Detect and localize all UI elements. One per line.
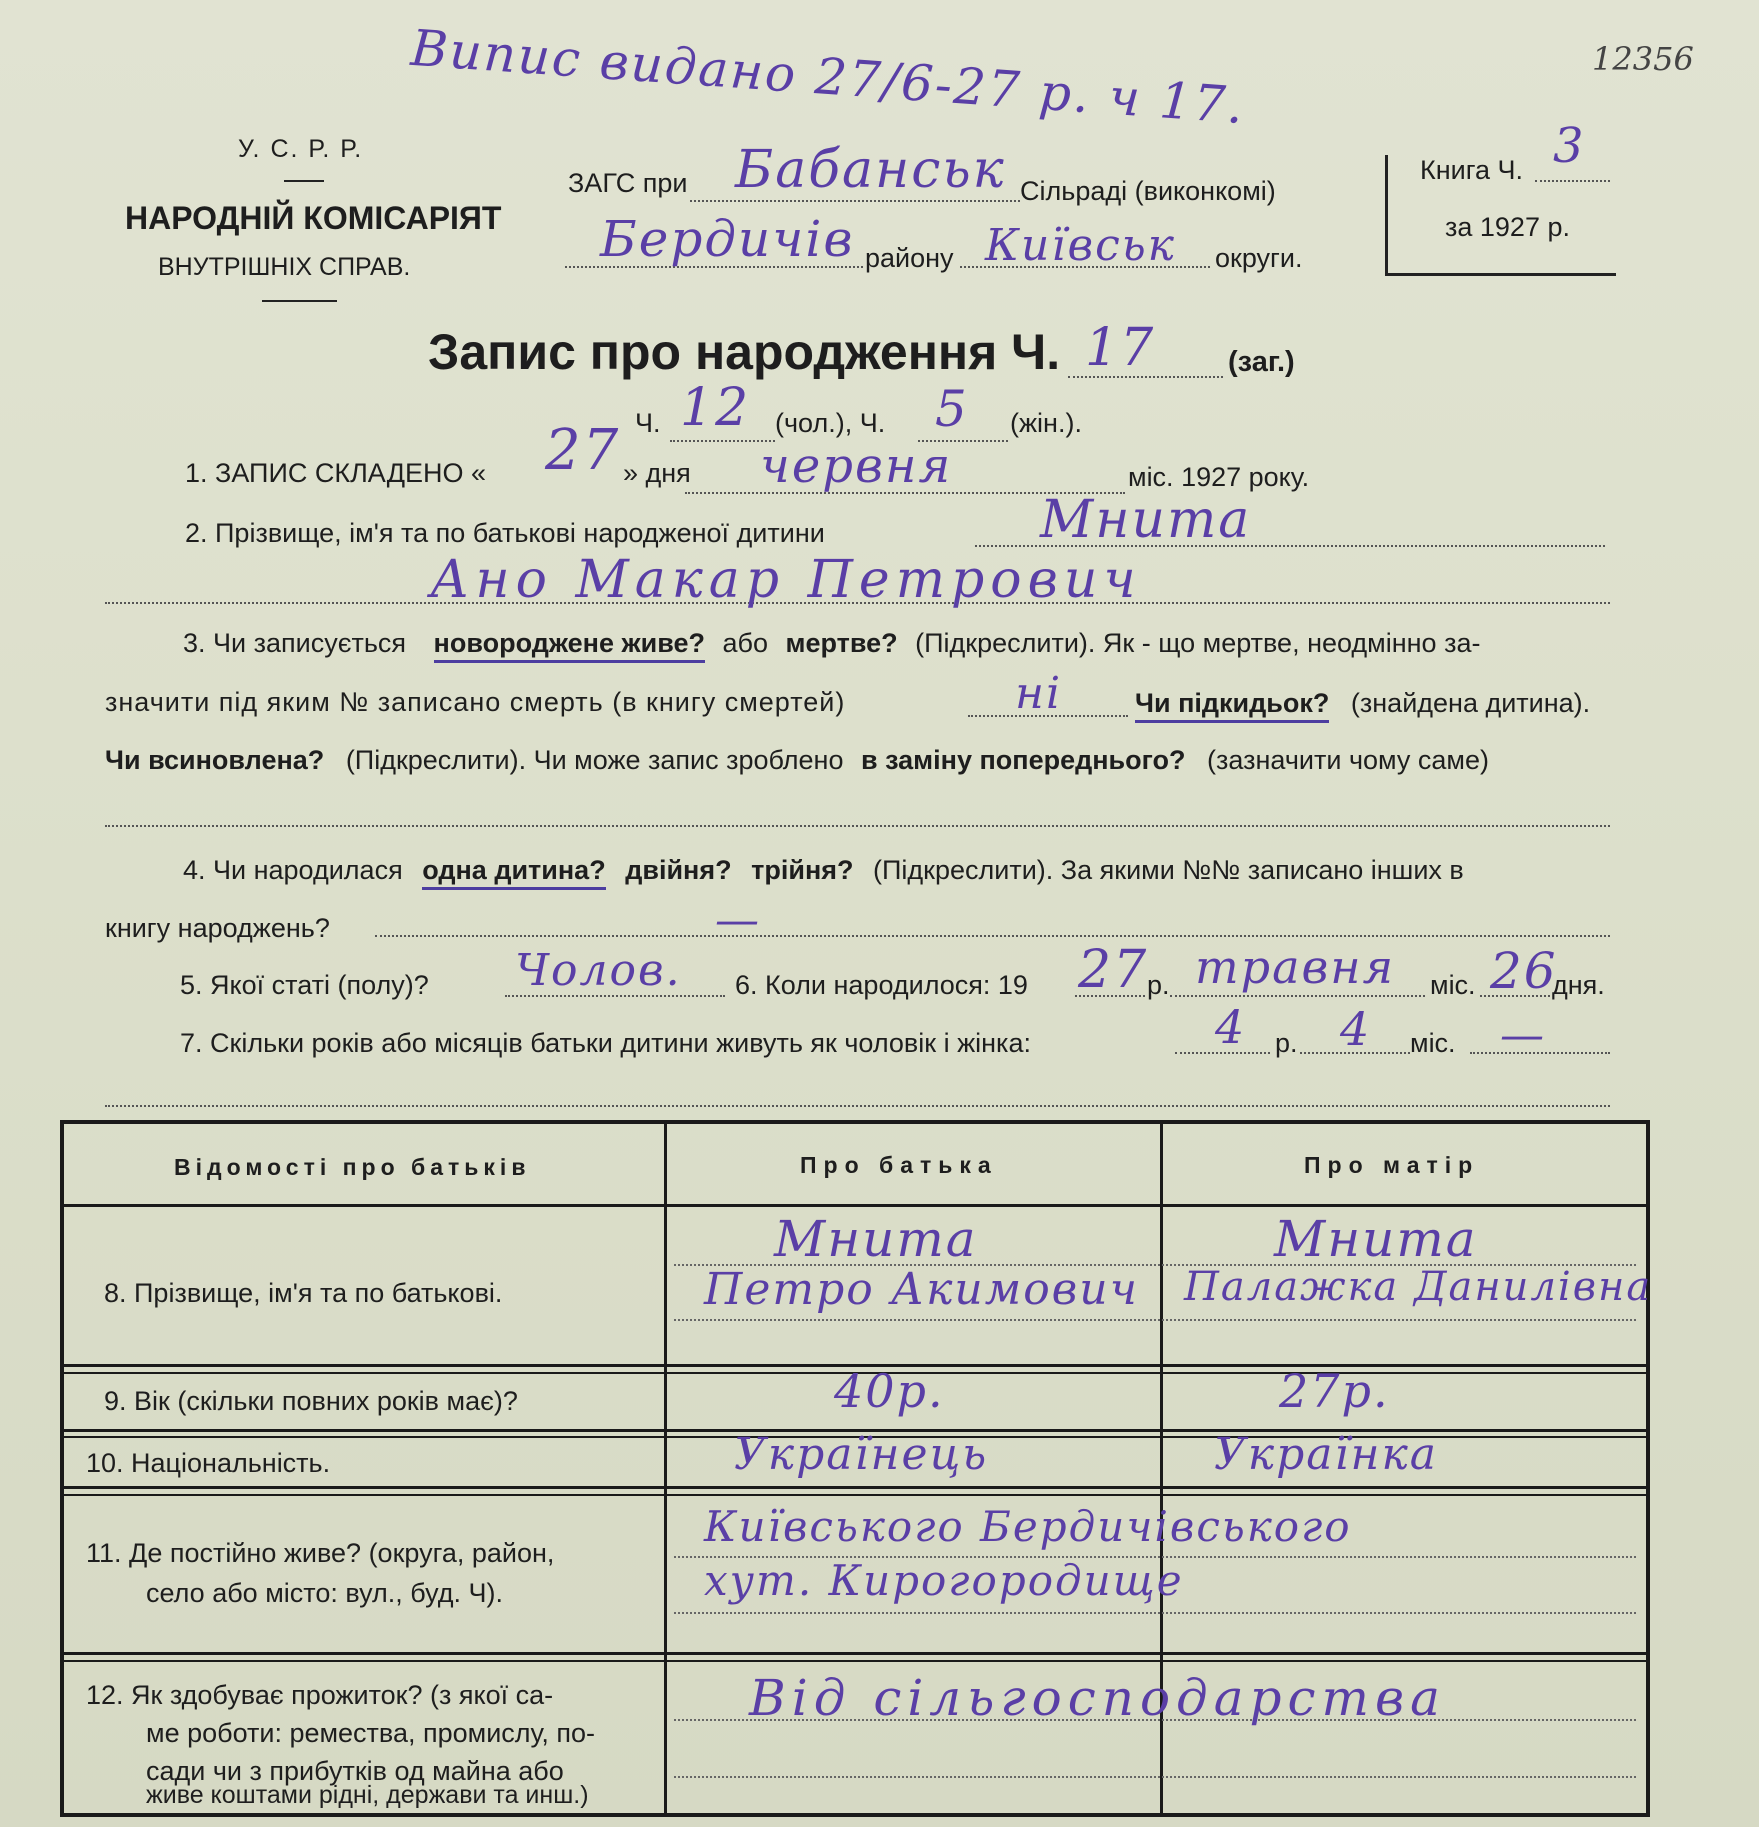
item2-names-handwritten: Ано Макар Петрович — [430, 550, 1142, 610]
male-label: (чол.), Ч. — [775, 408, 886, 438]
commissariat-title: НАРОДНІЙ КОМІСАРІЯТ — [125, 200, 502, 236]
book-number-field — [1535, 180, 1610, 182]
item4-text-a: 4. Чи народилася — [183, 855, 403, 885]
item3-foundling-option: Чи підкидьок? — [1135, 688, 1329, 723]
book-year: за 1927 р. — [1445, 212, 1570, 242]
book-number-handwritten: 3 — [1553, 118, 1586, 174]
item4-handwritten: — — [715, 895, 761, 946]
parents-table — [60, 1120, 1653, 1817]
item7-months-label: міс. — [1410, 1028, 1456, 1058]
ussr-label: У. С. Р. Р. — [238, 135, 364, 163]
row10-bottom-line — [64, 1486, 1646, 1489]
row10-mother-nationality: Українка — [1214, 1429, 1439, 1480]
item3-line3 — [105, 745, 1489, 776]
row11-label-2: село або місто: вул., буд. Ч). — [146, 1578, 503, 1608]
item1-day-handwritten: 27 — [545, 418, 621, 483]
item3-reason-field — [105, 825, 1610, 827]
header-mother: Про матір — [1304, 1152, 1480, 1178]
row9-father-age: 40р. — [834, 1364, 945, 1418]
row11-residence-1: Київського Бердичівського — [704, 1502, 1352, 1551]
item6-month-field — [1170, 995, 1425, 997]
row10-label: 10. Національність. — [86, 1448, 331, 1478]
row12-livelihood: Від сільгосподарства — [749, 1669, 1446, 1727]
book-label: Книга Ч. — [1420, 155, 1523, 185]
record-title: Запис про народження Ч. — [428, 324, 1061, 380]
row10-bottom-line-2 — [64, 1494, 1646, 1496]
header-father: Про батька — [800, 1152, 998, 1178]
item3-alive-option: новороджене живе? — [434, 628, 705, 663]
item4-line1 — [183, 855, 1464, 886]
item3-line1 — [183, 628, 1480, 659]
row12-label-4: живе коштами рідні, держави та инш.) — [146, 1781, 589, 1809]
item3-line2-right — [1135, 688, 1590, 719]
item3-line2 — [105, 687, 845, 718]
item3-adopted-option: Чи всиновлена? — [105, 745, 325, 775]
item7-years-label: р. — [1275, 1028, 1298, 1058]
item1-label: 1. ЗАПИС СКЛАДЕНО « — [185, 458, 487, 488]
row11-bottom-line — [64, 1652, 1646, 1655]
row10-father-nationality: Українець — [734, 1429, 989, 1480]
divider-short-2 — [262, 300, 337, 302]
internal-affairs-label: ВНУТРІШНІХ СПРАВ. — [158, 253, 411, 281]
item3-text-c: (Підкреслити). Як - що мертве, неодмінно за- — [915, 628, 1481, 658]
row11-bottom-line-2 — [64, 1660, 1646, 1662]
council-label: Сільраді (виконкомі) — [1020, 176, 1276, 206]
okrug-label: округи. — [1215, 243, 1303, 273]
item2-label: 2. Прізвище, ім'я та по батькові народженої дитини — [185, 518, 825, 548]
item6-year-label: р. — [1147, 970, 1170, 1000]
male-ch-label: Ч. — [635, 408, 661, 438]
item3-death-handwritten: ні — [1015, 668, 1063, 719]
row8-label: 8. Прізвище, ім'я та по батькові. — [104, 1278, 503, 1308]
row9-label: 9. Вік (скільки повних років має)? — [104, 1386, 518, 1416]
item3-text-b: або — [722, 628, 768, 658]
okrug-handwritten: Київськ — [985, 220, 1176, 271]
record-number-handwritten: 17 — [1085, 318, 1156, 378]
item1-year-label: міс. 1927 року. — [1128, 462, 1310, 492]
item6-month-handwritten: травня — [1195, 940, 1396, 994]
divider-short — [284, 180, 324, 182]
item5-label: 5. Якої статі (полу)? — [180, 970, 429, 1000]
item3-text-d: значити під яким № записано смерть (в книгу смертей) — [105, 687, 846, 717]
row11-residence-2: хут. Кирогородище — [704, 1556, 1184, 1605]
header-parents-info: Відомості про батьків — [174, 1154, 531, 1180]
item1-month-handwritten: червня — [760, 438, 953, 494]
item6-year-handwritten: 27 — [1078, 940, 1149, 1000]
female-label: (жін.). — [1010, 408, 1082, 438]
table-header-divider — [64, 1204, 1646, 1207]
item7-second-line — [105, 1105, 1610, 1107]
item2-surname-handwritten: Мнита — [1040, 490, 1252, 550]
row12-label-3: сади чи з прибутків од майна або — [146, 1756, 564, 1786]
item6-label: 6. Коли народилося: 19 — [735, 970, 1028, 1000]
district-handwritten: Бердичів — [600, 210, 855, 268]
table-col-divider-1 — [664, 1124, 667, 1813]
corner-number-handwritten: 12356 — [1592, 40, 1694, 78]
item3-text-e: (знайдена дитина). — [1350, 688, 1591, 718]
village-field — [690, 200, 1020, 202]
item1-day-label: » дня — [623, 458, 691, 488]
district-label: району — [865, 243, 954, 273]
item4-line2: книгу народжень? — [105, 913, 330, 943]
item6-day-handwritten: 26 — [1490, 942, 1558, 1000]
male-number-handwritten: 12 — [680, 378, 751, 438]
row8-dotline-2 — [674, 1319, 1636, 1321]
item3-text-g: (зазначити чому саме) — [1207, 745, 1489, 775]
item5-handwritten: Чолов. — [515, 945, 682, 996]
item4-single-option: одна дитина? — [422, 855, 605, 890]
item3-replace-option: в заміну попереднього? — [861, 745, 1186, 775]
row8-mother-names: Палажка Данилівна — [1184, 1264, 1653, 1310]
item7-months-handwritten: 4 — [1340, 1002, 1372, 1056]
row12-dotline-2 — [674, 1776, 1636, 1778]
village-handwritten: Бабанськ — [735, 140, 1006, 200]
row11-label-1: 11. Де постійно живе? (округа, район, — [86, 1538, 555, 1568]
row11-dotline-2 — [674, 1612, 1636, 1614]
item7-label: 7. Скільки років або місяців батьки дитини живуть як чоловік і жінка: — [180, 1028, 1031, 1058]
item4-text-b: (Підкреслити). За якими №№ записано інших в — [873, 855, 1464, 885]
zags-prefix: ЗАГС при — [568, 168, 688, 198]
row8-mother-surname: Мнита — [1274, 1210, 1478, 1268]
item6-month-label: міс. — [1430, 970, 1476, 1000]
row8-father-surname: Мнита — [774, 1210, 978, 1268]
item4-twins-option: двійня? — [625, 855, 732, 885]
item4-triplets-option: трійня? — [751, 855, 854, 885]
item3-text-a: 3. Чи записується — [183, 628, 407, 658]
item4-field — [375, 935, 1610, 937]
record-suffix: (заг.) — [1228, 346, 1295, 378]
margin-note-handwritten: Випис видано 27/6-27 р. ч 17. — [408, 18, 1247, 136]
row12-label-2: ме роботи: ремества, промислу, по- — [146, 1718, 595, 1748]
item6-day-label: дня. — [1552, 970, 1605, 1000]
row8-father-names: Петро Акимович — [704, 1264, 1139, 1315]
item7-years-handwritten: 4 — [1215, 1000, 1247, 1054]
row9-mother-age: 27р. — [1279, 1364, 1390, 1418]
female-number-handwritten: 5 — [935, 380, 969, 438]
item3-text-f: (Підкреслити). Чи може запис зроблено — [345, 745, 844, 775]
item3-dead-option: мертве? — [785, 628, 898, 658]
row12-label-1: 12. Як здобуває прожиток? (з якої са- — [86, 1680, 554, 1710]
item7-extra-handwritten: — — [1500, 1010, 1546, 1061]
